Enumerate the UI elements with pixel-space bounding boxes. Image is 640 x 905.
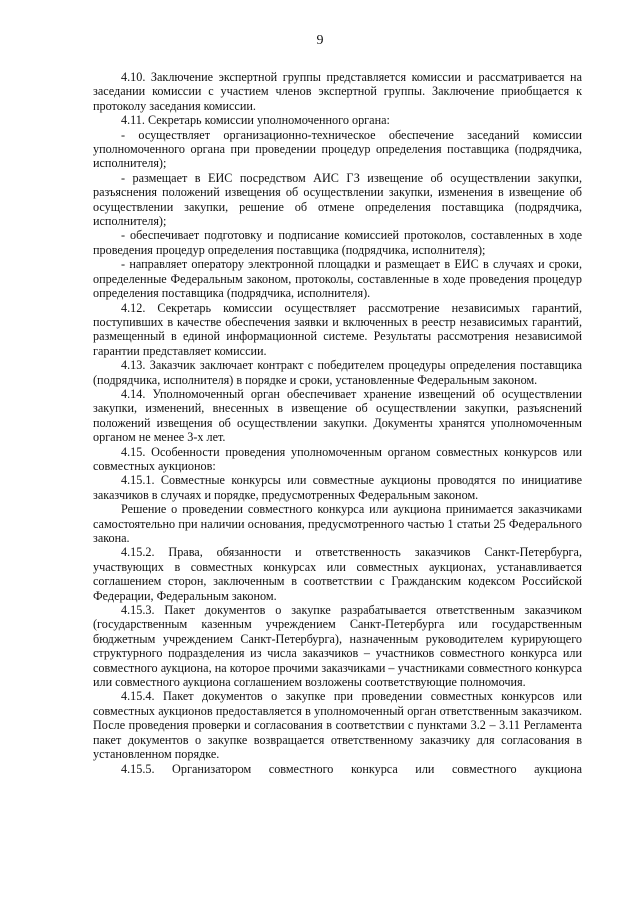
paragraph-4-11-item-2: - размещает в ЕИС посредством АИС ГЗ извещение об осуществлении закупки, разъяснения положений извещения об осуществлении закупки, изменения в извещение об осуществлении закупки, решение об отмене определения поставщика (подрядчика, исполнителя); <box>93 170 582 229</box>
paragraph-4-13: 4.13. Заказчик заключает контракт с победителем процедуры определения поставщика (подрядчика, исполнителя) в порядке и сроки, установленные Федеральным законом. <box>93 358 582 387</box>
paragraph-4-11-item-1: - осуществляет организационно-техническое обеспечение заседаний комиссии уполномоченного органа при проведении процедур определения поставщика (подрядчика, исполнителя); <box>93 127 582 171</box>
paragraph-4-15-3: 4.15.3. Пакет документов о закупке разрабатывается ответственным заказчиком (государственным казенным учреждением Санкт-Петербурга или государственным бюджетным учреждением Санкт-Петербурга), назначенным руководителем курирующего структурного подразделения из числа заказчиков – участников совместного конкурса или совместного аукциона, на которое прочими заказчиками – участниками совместного конкурса или совместного аукциона соглашением возложены соответствующие полномочия. <box>93 603 582 690</box>
paragraph-4-12: 4.12. Секретарь комиссии осуществляет рассмотрение независимых гарантий, поступивших в качестве обеспечения заявки и включенных в реестр независимых гарантий, размещенный в единой информационной системе. Результаты рассмотрения независимой гарантии представляет комиссии. <box>93 300 582 358</box>
paragraph-4-11-item-4: - направляет оператору электронной площадки и размещает в ЕИС в случаях и сроки, определенные Федеральным законом, протоколы, составленные в ходе проведения процедур определения поставщика (подрядчика, исполнителя). <box>93 257 582 301</box>
paragraph-4-11: 4.11. Секретарь комиссии уполномоченного органа: <box>121 113 390 128</box>
paragraph-4-15-4: 4.15.4. Пакет документов о закупке при проведении совместных конкурсов или совместных аукционов предоставляется в уполномоченный орган ответственным заказчиком. После проведения проверки и согласования в соответствии с пунктами 3.2 – 3.11 Регламента пакет документов о закупке возвращается ответственному заказчику для согласования в установленном порядке. <box>93 689 582 762</box>
paragraph-4-15: 4.15. Особенности проведения уполномоченным органом совместных конкурсов или совместных аукционов: <box>93 444 582 473</box>
paragraph-4-15-1: 4.15.1. Совместные конкурсы или совместные аукционы проводятся по инициативе заказчиков в случаях и порядке, предусмотренных Федеральным законом. <box>93 473 582 502</box>
paragraph-4-15-1-decision: Решение о проведении совместного конкурса или аукциона принимается заказчиками самостоятельно при наличии основания, предусмотренного частью 1 статьи 25 Федерального закона. <box>93 502 582 545</box>
paragraph-4-10: 4.10. Заключение экспертной группы представляется комиссии и рассматривается на заседании комиссии с участием членов экспертной группы. Заключение приобщается к протоколу заседания комиссии. <box>93 70 582 113</box>
paragraph-4-15-2: 4.15.2. Права, обязанности и ответственность заказчиков Санкт-Петербурга, участвующих в совместных конкурсах или совместных аукционах, устанавливается соглашением сторон, заключенным в соответствии с Гражданским кодексом Российской Федерации, Федеральным законом. <box>93 545 582 603</box>
document-body <box>93 70 582 776</box>
page-number: 9 <box>316 33 324 48</box>
paragraph-4-14: 4.14. Уполномоченный орган обеспечивает хранение извещений об осуществлении закупки, изменений, внесенных в извещение об осуществлении закупки, разъяснений положений извещения об осуществлении закупки. Документы хранятся уполномоченным органом не менее 3-х лет. <box>93 386 582 445</box>
paragraph-4-11-item-3: - обеспечивает подготовку и подписание комиссией протоколов, составленных в ходе проведения процедур определения поставщика (подрядчика, исполнителя); <box>93 228 582 257</box>
paragraph-4-15-5: 4.15.5. Организатором совместного конкурса или совместного аукциона <box>121 761 582 776</box>
